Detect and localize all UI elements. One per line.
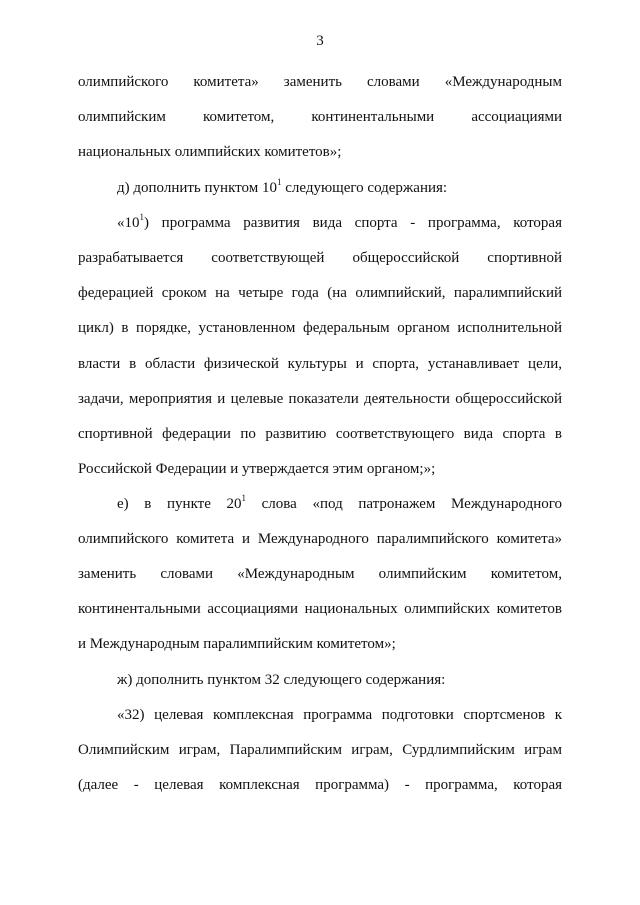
superscript: 1 bbox=[241, 493, 247, 503]
text-line-15: заменить словами «Международным олимпийским комитетом, bbox=[78, 566, 562, 582]
text-line-4 bbox=[117, 178, 562, 198]
text-line-2: олимпийским комитетом, континентальными ассоциациями bbox=[78, 109, 562, 125]
text-line-3: национальных олимпийских комитетов»; bbox=[78, 144, 342, 160]
text-line-5-after: ) программа развития вида спорта - программа, которая bbox=[144, 215, 562, 231]
text-line-5-main: «10 bbox=[117, 215, 140, 231]
page-number: 3 bbox=[316, 33, 324, 49]
text-line-1: олимпийского комитета» заменить словами «Международным bbox=[78, 74, 562, 90]
text-line-13-main: е) в пункте 20 bbox=[117, 496, 242, 512]
text-line-20: Олимпийским играм, Паралимпийским играм, Сурдлимпийским играм bbox=[78, 742, 562, 758]
text-line-14: олимпийского комитета и Международного паралимпийского комитета» bbox=[78, 531, 562, 547]
text-line-13 bbox=[117, 494, 562, 514]
text-line-4-after: следующего содержания: bbox=[281, 180, 448, 196]
superscript: 1 bbox=[139, 212, 144, 222]
text-line-5 bbox=[117, 213, 562, 233]
text-line-18: ж) дополнить пунктом 32 следующего содержания: bbox=[117, 672, 446, 688]
text-line-12: Российской Федерации и утверждается этим органом;»; bbox=[78, 461, 436, 477]
text-line-11: спортивной федерации по развитию соответствующего вида спорта в bbox=[78, 426, 562, 442]
text-line-17: и Международным паралимпийским комитетом»; bbox=[78, 636, 396, 652]
text-line-4-main: д) дополнить пунктом 10 bbox=[117, 180, 277, 196]
text-line-10: задачи, мероприятия и целевые показатели деятельности общероссийской bbox=[78, 391, 562, 407]
text-line-7: федерацией сроком на четыре года (на олимпийский, паралимпийский bbox=[78, 285, 562, 301]
text-line-8: цикл) в порядке, установленном федеральным органом исполнительной bbox=[78, 320, 562, 336]
text-line-13-after: слова «под патронажем Международного bbox=[246, 496, 563, 512]
text-line-6: разрабатывается соответствующей общероссийской спортивной bbox=[78, 250, 562, 266]
text-line-19: «32) целевая комплексная программа подготовки спортсменов к bbox=[117, 707, 562, 723]
superscript: 1 bbox=[276, 177, 282, 187]
text-line-9: власти в области физической культуры и спорта, устанавливает цели, bbox=[78, 356, 562, 372]
text-line-21: (далее - целевая комплексная программа) - программа, которая bbox=[78, 777, 562, 793]
text-line-16: континентальными ассоциациями национальных олимпийских комитетов bbox=[78, 601, 562, 617]
